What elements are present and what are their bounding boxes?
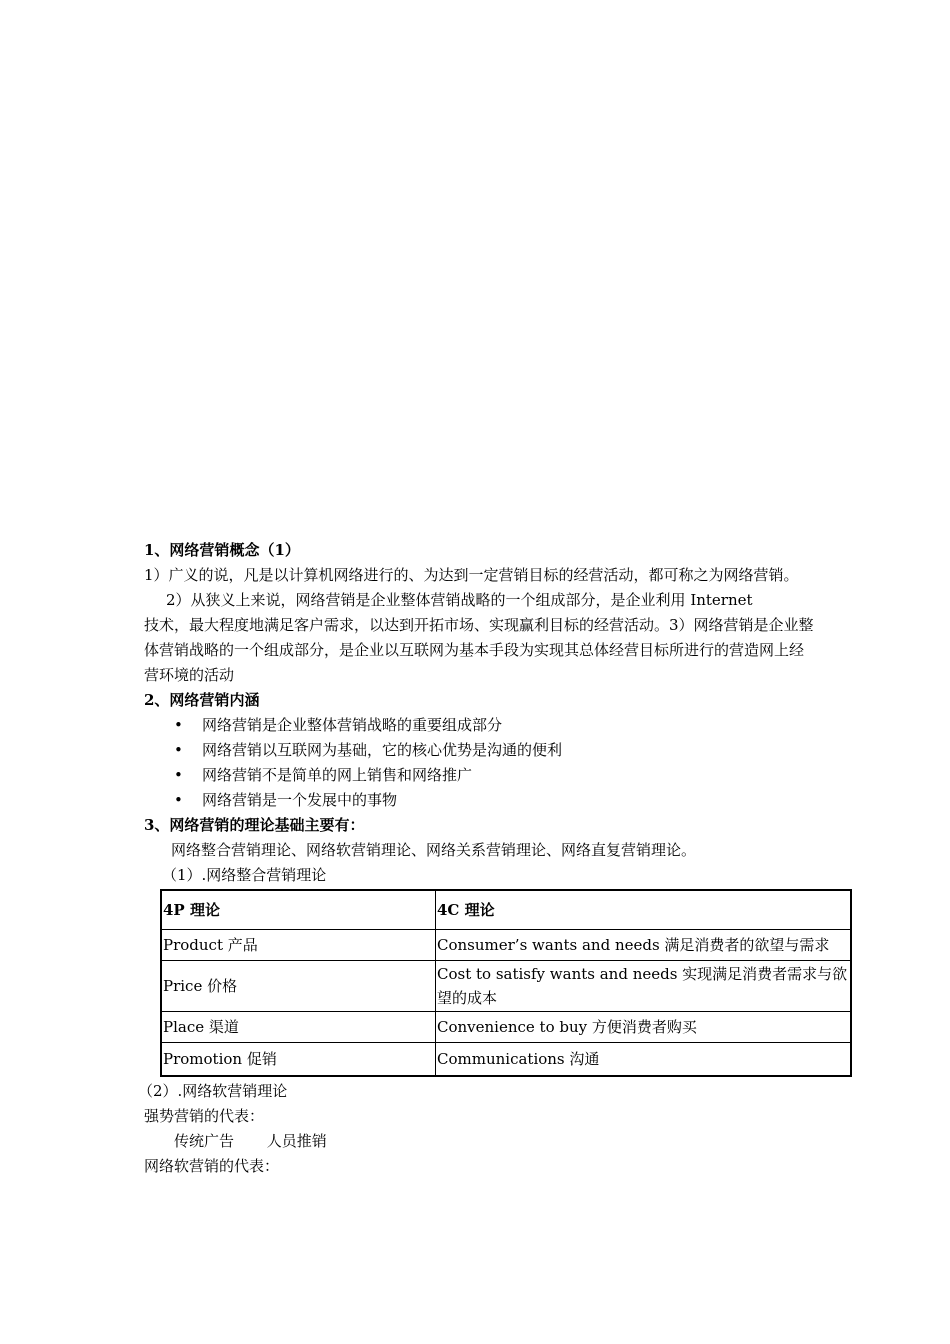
paragraph-narrow-definition — [144, 588, 814, 688]
table-row — [161, 930, 851, 961]
table-cell: Convenience to buy 方便消费者购买 — [436, 1012, 852, 1043]
bullet-icon: • — [174, 716, 183, 734]
table-cell: Cost to satisfy wants and needs 实现满足消费者需求与欲望的成本 — [436, 961, 852, 1012]
strong-item-personal-selling: 人员推销 — [266, 1132, 327, 1150]
paragraph-broad-definition: 1）广义的说，凡是以计算机网络进行的、为达到一定营销目标的经营活动，都可称之为网络营销。 — [144, 566, 799, 584]
list-item-text: 网络营销以互联网为基础，它的核心优势是沟通的便利 — [202, 741, 563, 759]
section-heading-connotation: 2、网络营销内涵 — [144, 691, 260, 709]
list-item-text: 网络营销不是简单的网上销售和网络推广 — [202, 766, 473, 784]
list-item — [144, 713, 814, 738]
table-header-row — [161, 890, 851, 930]
section-heading-theory: 3、网络营销的理论基础主要有： — [144, 816, 365, 834]
strong-marketing-label: 强势营销的代表： — [144, 1107, 265, 1125]
strong-item-advertising: 传统广告 — [174, 1132, 235, 1150]
bullet-icon: • — [174, 741, 183, 759]
section-heading-concept: 1、网络营销概念（1） — [144, 541, 300, 559]
subheading-soft-marketing: （2）.网络软营销理论 — [138, 1082, 288, 1100]
list-item-text: 网络营销是一个发展中的事物 — [202, 791, 398, 809]
table-cell: Consumer’s wants and needs 满足消费者的欲望与需求 — [436, 930, 852, 961]
strong-marketing-items — [144, 1129, 814, 1154]
list-item-text: 网络营销是企业整体营销战略的重要组成部分 — [202, 716, 503, 734]
table-row — [161, 961, 851, 1012]
bullet-icon: • — [174, 766, 183, 784]
connotation-list — [144, 713, 814, 813]
table-cell: Product 产品 — [161, 930, 436, 961]
table-cell: Place 渠道 — [161, 1012, 436, 1043]
theory-comparison-table — [160, 889, 852, 1077]
soft-marketing-label: 网络软营销的代表： — [144, 1157, 280, 1175]
table-cell: Communications 沟通 — [436, 1043, 852, 1077]
list-item — [144, 738, 814, 763]
table-header-4c: 4C 理论 — [436, 890, 852, 930]
table-cell: Promotion 促销 — [161, 1043, 436, 1077]
table-row — [161, 1043, 851, 1077]
bullet-icon: • — [174, 791, 183, 809]
subheading-integrated-marketing: （1）.网络整合营销理论 — [162, 866, 327, 884]
table-header-4p: 4P 理论 — [161, 890, 436, 930]
document-body — [138, 538, 848, 1179]
table-row — [161, 1012, 851, 1043]
paragraph-narrow-first-line: 2）从狭义上来说，网络营销是企业整体营销战略的一个组成部分，是企业利用 Internet — [166, 591, 753, 609]
list-item — [144, 788, 814, 813]
list-item — [144, 763, 814, 788]
paragraph-narrow-rest: 技术，最大程度地满足客户需求，以达到开拓市场、实现赢利目标的经营活动。3）网络营销是企业整体营销战略的一个组成部分，是企业以互联网为基本手段为实现其总体经营目标所进行的营造网上经营环境的活动 — [144, 616, 814, 684]
table-cell: Price 价格 — [161, 961, 436, 1012]
theory-summary: 网络整合营销理论、网络软营销理论、网络关系营销理论、网络直复营销理论。 — [171, 841, 697, 859]
